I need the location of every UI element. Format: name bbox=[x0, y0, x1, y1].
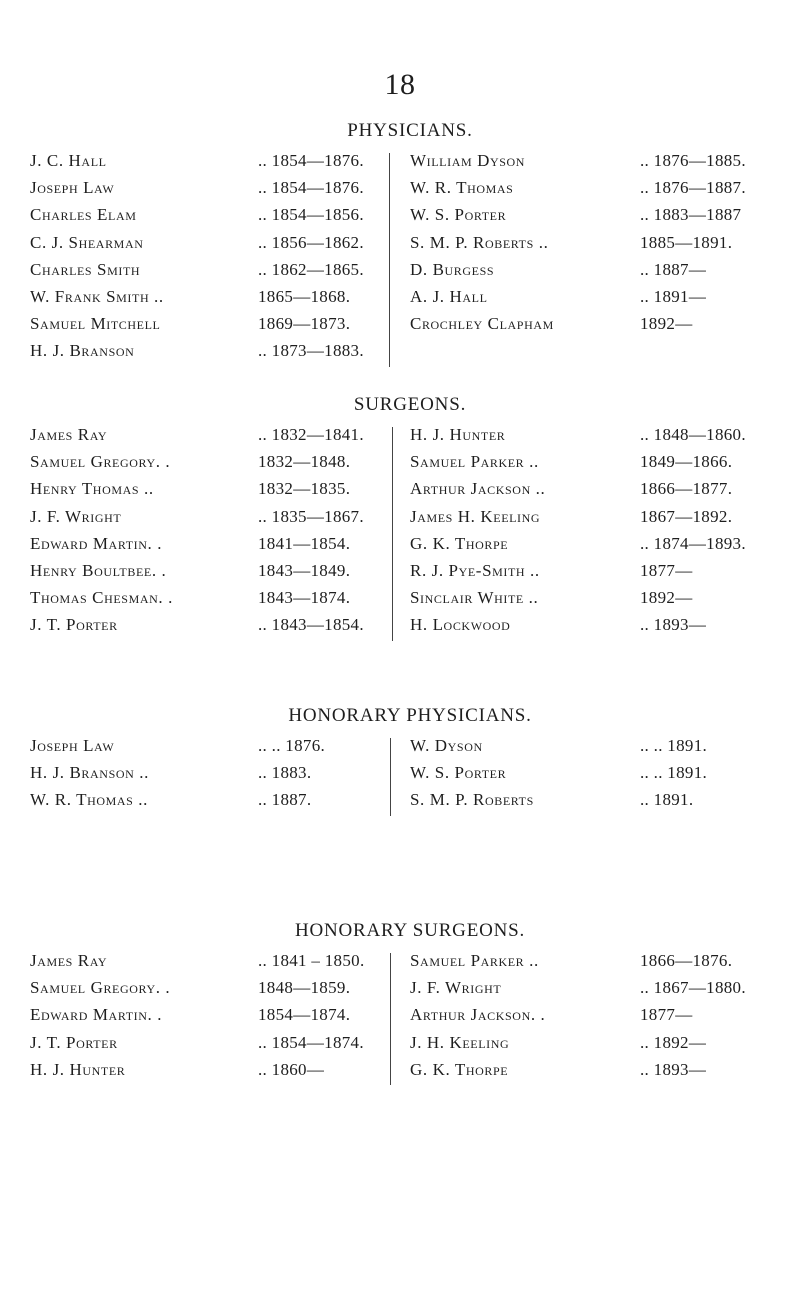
appointment-entry bbox=[30, 951, 385, 978]
appointment-entry bbox=[410, 479, 782, 506]
tenure-dates: .. 1862—1865. bbox=[258, 259, 364, 279]
honorary-surgeons-heading: HONORARY SURGEONS. bbox=[294, 920, 526, 941]
appointment-entry bbox=[410, 790, 782, 817]
appointment-entry bbox=[30, 790, 385, 817]
appointment-entry bbox=[410, 425, 782, 452]
column-divider bbox=[389, 153, 390, 367]
appointment-entry bbox=[30, 1005, 385, 1032]
appointment-entry bbox=[410, 1033, 782, 1060]
person-name: D. Burgess bbox=[410, 259, 495, 279]
tenure-dates: .. 1854—1856. bbox=[258, 205, 364, 225]
person-name: William Dyson bbox=[410, 151, 526, 170]
person-name: Edward Martin. . bbox=[30, 533, 163, 553]
person-name: S. M. P. Roberts bbox=[410, 790, 534, 810]
tenure-dates: .. 1883—1887 bbox=[640, 205, 742, 225]
tenure-dates: .. 1843—1854. bbox=[258, 615, 364, 635]
tenure-dates: .. .. 1891. bbox=[640, 763, 708, 783]
left-column bbox=[30, 425, 385, 643]
appointment-entry bbox=[30, 561, 385, 588]
person-name: James H. Keeling bbox=[410, 506, 541, 526]
tenure-dates: 1892— bbox=[640, 588, 693, 608]
tenure-dates: 1869—1873. bbox=[258, 314, 351, 334]
tenure-dates: .. 1856—1862. bbox=[258, 232, 364, 252]
surgeons-section bbox=[0, 392, 800, 643]
person-name: Edward Martin. . bbox=[30, 1005, 163, 1025]
right-column bbox=[410, 425, 782, 643]
page-number: 18 bbox=[384, 68, 416, 101]
appointment-entry bbox=[410, 534, 782, 561]
appointment-entry bbox=[30, 1033, 385, 1060]
person-name: Arthur Jackson .. bbox=[410, 479, 546, 499]
right-column bbox=[410, 736, 782, 818]
honorary-physicians-heading: HONORARY PHYSICIANS. bbox=[288, 705, 532, 726]
person-name: H. J. Hunter bbox=[410, 425, 506, 444]
person-name: J. H. Keeling bbox=[410, 1032, 510, 1052]
appointment-entry bbox=[30, 151, 385, 178]
tenure-dates: .. 1854—1876. bbox=[258, 151, 364, 170]
physicians-section bbox=[0, 118, 800, 369]
person-name: Samuel Gregory. . bbox=[30, 978, 171, 998]
tenure-dates: 1848—1859. bbox=[258, 978, 351, 998]
person-name: W. R. Thomas bbox=[410, 178, 514, 198]
tenure-dates: .. 1835—1867. bbox=[258, 506, 364, 526]
tenure-dates: 1854—1874. bbox=[258, 1005, 351, 1025]
appointment-entry bbox=[30, 588, 385, 615]
person-name: C. J. Shearman bbox=[30, 232, 144, 252]
tenure-dates: 1877— bbox=[640, 1005, 693, 1025]
appointment-entry bbox=[410, 314, 782, 341]
person-name: W. S. Porter bbox=[410, 763, 507, 783]
appointment-entry bbox=[410, 763, 782, 790]
appointment-entry bbox=[410, 561, 782, 588]
tenure-dates: .. 1893— bbox=[640, 615, 707, 635]
appointment-entry bbox=[410, 978, 782, 1005]
appointment-entry bbox=[410, 951, 782, 978]
honorary-physicians-section bbox=[0, 703, 800, 818]
person-name: H. J. Hunter bbox=[30, 1059, 126, 1079]
appointment-entry bbox=[410, 736, 782, 763]
appointment-entry bbox=[410, 615, 782, 642]
person-name: J. F. Wright bbox=[410, 978, 502, 998]
column-divider bbox=[390, 738, 391, 816]
appointment-entry bbox=[30, 314, 385, 341]
person-name: Samuel Gregory. . bbox=[30, 452, 171, 472]
column-divider bbox=[390, 953, 391, 1085]
appointment-entry bbox=[410, 588, 782, 615]
tenure-dates: .. 1887. bbox=[258, 790, 312, 810]
person-name: A. J. Hall bbox=[410, 286, 488, 306]
tenure-dates: 1867—1892. bbox=[640, 506, 733, 526]
appointment-entry bbox=[410, 1005, 782, 1032]
tenure-dates: 1843—1849. bbox=[258, 560, 351, 580]
tenure-dates: .. 1867—1880. bbox=[640, 978, 746, 998]
left-column bbox=[30, 151, 385, 369]
appointment-entry bbox=[30, 452, 385, 479]
appointment-entry bbox=[410, 233, 782, 260]
person-name: J. C. Hall bbox=[30, 151, 107, 170]
tenure-dates: .. .. 1891. bbox=[640, 736, 708, 755]
tenure-dates: 1892— bbox=[640, 314, 693, 334]
tenure-dates: .. 1874—1893. bbox=[640, 533, 746, 553]
person-name: Samuel Parker .. bbox=[410, 452, 539, 472]
tenure-dates: 1866—1877. bbox=[640, 479, 733, 499]
column-divider bbox=[392, 427, 393, 641]
person-name: R. J. Pye-Smith .. bbox=[410, 560, 540, 580]
person-name: S. M. P. Roberts .. bbox=[410, 232, 549, 252]
appointment-entry bbox=[30, 260, 385, 287]
appointment-entry bbox=[30, 425, 385, 452]
person-name: G. K. Thorpe bbox=[410, 533, 509, 553]
appointment-entry bbox=[30, 479, 385, 506]
person-name: J. T. Porter bbox=[30, 1032, 118, 1052]
person-name: J. F. Wright bbox=[30, 506, 122, 526]
honorary-surgeons-section bbox=[0, 918, 800, 1087]
tenure-dates: .. 1876—1887. bbox=[640, 178, 746, 198]
person-name: James Ray bbox=[30, 425, 108, 444]
appointment-entry bbox=[410, 287, 782, 314]
person-name: Henry Thomas .. bbox=[30, 479, 154, 499]
tenure-dates: 1843—1874. bbox=[258, 588, 351, 608]
tenure-dates: 1849—1866. bbox=[640, 452, 733, 472]
tenure-dates: .. 1860— bbox=[258, 1059, 325, 1079]
person-name: James Ray bbox=[30, 951, 108, 970]
tenure-dates: 1832—1835. bbox=[258, 479, 351, 499]
right-column bbox=[410, 151, 782, 341]
tenure-dates: .. 1848—1860. bbox=[640, 425, 746, 444]
person-name: H. J. Branson .. bbox=[30, 763, 149, 783]
person-name: Joseph Law bbox=[30, 178, 115, 198]
tenure-dates: .. 1883. bbox=[258, 763, 312, 783]
tenure-dates: .. 1873—1883. bbox=[258, 341, 364, 361]
person-name: W. S. Porter bbox=[410, 205, 507, 225]
tenure-dates: 1865—1868. bbox=[258, 286, 351, 306]
appointment-entry bbox=[30, 287, 385, 314]
appointment-entry bbox=[30, 178, 385, 205]
tenure-dates: 1841—1854. bbox=[258, 533, 351, 553]
tenure-dates: .. 1841 – 1850. bbox=[258, 951, 365, 970]
tenure-dates: .. 1892— bbox=[640, 1032, 707, 1052]
person-name: Henry Boultbee. . bbox=[30, 560, 167, 580]
person-name: Samuel Mitchell bbox=[30, 314, 161, 334]
tenure-dates: .. 1891. bbox=[640, 790, 694, 810]
left-column bbox=[30, 736, 385, 818]
appointment-entry bbox=[30, 1060, 385, 1087]
appointment-entry bbox=[410, 260, 782, 287]
person-name: Charles Smith bbox=[30, 259, 141, 279]
tenure-dates: 1832—1848. bbox=[258, 452, 351, 472]
appointment-entry bbox=[30, 205, 385, 232]
tenure-dates: .. .. 1876. bbox=[258, 736, 326, 755]
appointment-entry bbox=[30, 763, 385, 790]
person-name: G. K. Thorpe bbox=[410, 1059, 509, 1079]
appointment-entry bbox=[30, 736, 385, 763]
appointment-entry bbox=[30, 615, 385, 642]
appointment-entry bbox=[410, 205, 782, 232]
person-name: H. J. Branson bbox=[30, 341, 135, 361]
tenure-dates: .. 1854—1874. bbox=[258, 1032, 364, 1052]
tenure-dates: .. 1876—1885. bbox=[640, 151, 746, 170]
person-name: Sinclair White .. bbox=[410, 588, 539, 608]
person-name: W. Dyson bbox=[410, 736, 483, 755]
appointment-entry bbox=[410, 151, 782, 178]
tenure-dates: .. 1832—1841. bbox=[258, 425, 364, 444]
person-name: Arthur Jackson. . bbox=[410, 1005, 546, 1025]
person-name: Thomas Chesman. . bbox=[30, 588, 173, 608]
appointment-entry bbox=[30, 341, 385, 368]
person-name: H. Lockwood bbox=[410, 615, 511, 635]
appointment-entry bbox=[30, 507, 385, 534]
appointment-entry bbox=[410, 507, 782, 534]
person-name: W. Frank Smith .. bbox=[30, 286, 164, 306]
appointment-entry bbox=[410, 452, 782, 479]
person-name: Joseph Law bbox=[30, 736, 115, 755]
right-column bbox=[410, 951, 782, 1087]
person-name: J. T. Porter bbox=[30, 615, 118, 635]
tenure-dates: 1877— bbox=[640, 560, 693, 580]
left-column bbox=[30, 951, 385, 1087]
physicians-heading: PHYSICIANS. bbox=[347, 120, 473, 141]
tenure-dates: .. 1893— bbox=[640, 1059, 707, 1079]
appointment-entry bbox=[30, 233, 385, 260]
appointment-entry bbox=[410, 178, 782, 205]
tenure-dates: .. 1854—1876. bbox=[258, 178, 364, 198]
tenure-dates: .. 1891— bbox=[640, 286, 707, 306]
person-name: Samuel Parker .. bbox=[410, 951, 539, 970]
appointment-entry bbox=[30, 534, 385, 561]
person-name: Crochley Clapham bbox=[410, 314, 554, 334]
tenure-dates: .. 1887— bbox=[640, 259, 707, 279]
tenure-dates: 1885—1891. bbox=[640, 232, 733, 252]
appointment-entry bbox=[410, 1060, 782, 1087]
person-name: W. R. Thomas .. bbox=[30, 790, 148, 810]
tenure-dates: 1866—1876. bbox=[640, 951, 733, 970]
surgeons-heading: SURGEONS. bbox=[353, 394, 467, 415]
appointment-entry bbox=[30, 978, 385, 1005]
person-name: Charles Elam bbox=[30, 205, 137, 225]
